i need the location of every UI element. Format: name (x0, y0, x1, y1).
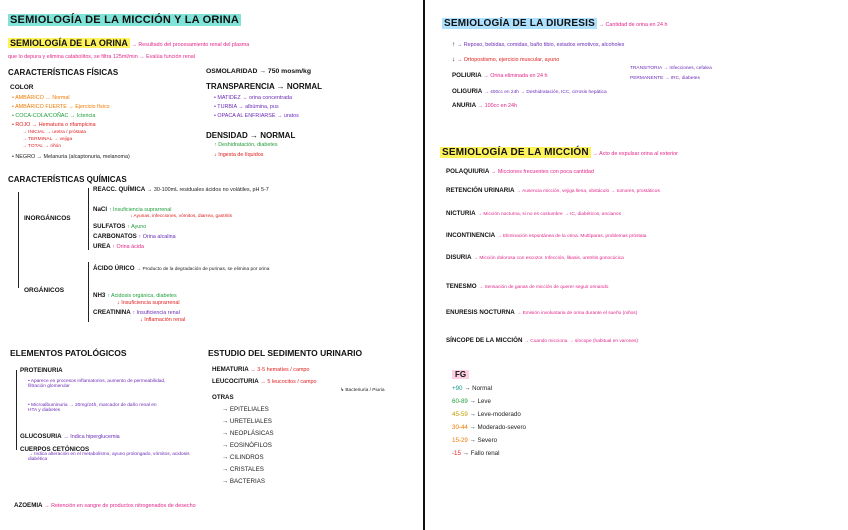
diu-value: → 100cc en 24h (477, 103, 518, 109)
org-value: ↑ Acidosis orgánica, diabetes (107, 293, 177, 299)
inorg-key: REACC. QUÍMICA (93, 186, 146, 193)
fg-key: 15-29 (452, 437, 468, 444)
main-title-text: SEMIOLOGÍA DE LA MICCIÓN Y LA ORINA (10, 14, 240, 26)
diuresis-heading (442, 18, 668, 29)
pat-key: PROTEINURIA (20, 367, 63, 374)
inorg-key: CARBONATOS (93, 233, 137, 240)
fg-value: → Moderado-severo (469, 424, 526, 431)
mic-key: RETENCIÓN URINARIA (446, 187, 515, 194)
otras-item: → NEOPLÁSICAS (222, 430, 274, 437)
otras-item: → EOSINÓFILOS (222, 442, 272, 449)
inorg-key: NaCl (93, 206, 108, 213)
otras-item: → CRISTALES (222, 466, 264, 473)
color-item: → INICIAL → uretra / próstata (22, 130, 87, 135)
mic-value: → Cuando micciona → síncope (habitual en varones) (524, 339, 639, 344)
diu-value: → 400cc en 24h → Deshidratación, ICC, cirrosis hepática (483, 90, 607, 95)
color-item: → TOTAL → riñón (22, 144, 62, 149)
densidad-item: ↑ Deshidratación, diabetes (214, 142, 278, 148)
orina-title: SEMIOLOGÍA DE LA ORINA (10, 38, 128, 48)
transparencia-item: • OPACA AL ENFRIARSE → uratos (214, 113, 299, 119)
sed-key: LEUCOCITURIA (212, 378, 259, 385)
poliuria-side: PERMANENTE → IRC, diabetes (630, 76, 700, 81)
mic-key: TENESMO (446, 283, 477, 290)
main-title (8, 14, 241, 26)
quimicas-brace (18, 192, 19, 288)
mic-key: DISURIA (446, 254, 472, 261)
pat-key: CUERPOS CETÓNICOS (20, 446, 90, 453)
organicos-brace (88, 262, 89, 322)
miccion-heading (440, 147, 678, 158)
inorg-value: ↑ Ayuno (127, 224, 147, 230)
fisicas-title: CARACTERÍSTICAS FÍSICAS (8, 68, 119, 77)
azoemia-value: → Retención en sangre de productos nitrogenados de desecho (44, 503, 196, 509)
diu-key: ↑ (452, 41, 456, 48)
pat-value: • Microalbuminuria → 20mg/24h, marcador de daño renal en HTA y diabetes (28, 403, 157, 413)
color-item: • COCA-COLA/COÑAC → Ictericia (12, 113, 96, 119)
otras-item: → EPITELIALES (222, 406, 269, 413)
color-item: → TERMINAL → vejiga (22, 137, 73, 142)
sed-note: ↳ Bacteriuria / Piuria (340, 388, 385, 393)
mic-value: → Sensación de ganas de micción de querer seguir orinando (478, 285, 609, 290)
orina-definition-2: que lo depura y elimina catabolitos, se filtra 125ml/min → Evalúa función renal (8, 54, 195, 60)
inorganicos-brace (88, 188, 89, 250)
fg-value: → Fallo renal (462, 450, 500, 457)
inorg-value: ↑ Insuficiencia suprarrenal (108, 207, 172, 213)
osmolaridad: OSMOLARIDAD → 750 mosm/kg (206, 68, 311, 75)
fg-value: → Normal (464, 385, 493, 392)
pat-key: GLUCOSURIA (20, 433, 62, 440)
transparencia-item: • MATIDEZ → orina concentrada (214, 95, 293, 101)
color-item: • AMBÁRICO FUERTE → Ejercicio físico (12, 104, 110, 110)
mic-key: POLAQUIURIA (446, 168, 490, 175)
fg-key: +90 (452, 385, 463, 392)
patologicos-title: ELEMENTOS PATOLÓGICOS (10, 348, 127, 358)
inorg-value: → 30-100mL residuales ácidos no volátiles, pH 5-7 (146, 187, 269, 193)
mic-value: → Emisión involuntaria de orina durante el sueño (niños) (516, 311, 638, 316)
org-key: NH3 (93, 292, 106, 299)
sedimento-title: ESTUDIO DEL SEDIMENTO URINARIO (208, 348, 363, 358)
fg-key: 45-59 (452, 411, 468, 418)
diu-key: OLIGURIA (452, 88, 483, 95)
column-divider (423, 0, 425, 530)
sed-value: → 3-5 hematíes / campo (250, 367, 310, 373)
orina-definition-1: → Resultado del procesamiento renal del plasma (131, 42, 250, 48)
diu-key: ↓ (452, 56, 456, 63)
otras-item: → CILINDROS (222, 454, 264, 461)
org-key: CREATININA (93, 309, 131, 316)
sed-value: → 5 leucocitos / campo (260, 379, 317, 385)
fg-key: 60-89 (452, 398, 468, 405)
diu-value: → Orina eliminada en 24 h (483, 73, 548, 79)
mic-key: ENURESIS NOCTURNA (446, 309, 515, 316)
mic-value: → Micción nocturna, si no es costumbre → IC, diabéticos, ancianos (477, 212, 622, 217)
org-value: → Producto de la degradación de purinas, se elimina por orina (136, 267, 270, 272)
mic-key: SÍNCOPE DE LA MICCIÓN (446, 337, 523, 344)
fg-key: -15 (452, 450, 461, 457)
otras-item: → URETELIALES (222, 418, 272, 425)
fg-key: 30-44 (452, 424, 468, 431)
color-label: COLOR (10, 84, 34, 91)
diu-key: POLIURIA (452, 72, 482, 79)
diu-value: → Ortopostismo, ejercicio muscular, ayuno (456, 57, 560, 63)
mic-value: → Micciones frecuentes con poca cantidad (491, 169, 594, 175)
inorg-value: ↑ Orina ácida (112, 244, 145, 250)
inorg-key: UREA (93, 243, 111, 250)
color-item: • ROJO → Hematuria o rifampicina (12, 122, 96, 128)
inorg-value: ↑ Orina alcalina (138, 234, 176, 240)
mic-key: INCONTINENCIA (446, 232, 496, 239)
fg-title: FG (452, 370, 469, 379)
densidad-item: ↓ Ingesta de líquidos (214, 152, 264, 158)
inorg-key: SULFATOS (93, 223, 126, 230)
densidad: DENSIDAD → NORMAL (206, 131, 296, 140)
org-value: ↑ Insuficiencia renal (132, 310, 180, 316)
miccion-title: SEMIOLOGÍA DE LA MICCIÓN (442, 147, 589, 158)
pat-value: • Aparece en procesos inflamatorios, aumento de permeabilidad, filtración glomerular (28, 379, 166, 389)
diu-value: → Reposo, bebidas, comidas, baño tibio, estados emotivos, alcoholes (456, 42, 625, 48)
miccion-definition: → Acto de expulsar orina al exterior (592, 151, 678, 157)
diu-key: ANURIA (452, 102, 477, 109)
org-value: ↓ Insuficiencia suprarrenal (117, 300, 180, 306)
inorganicos-label: INORGÁNICOS (24, 215, 71, 222)
patologicos-brace (16, 370, 17, 450)
diuresis-title: SEMIOLOGÍA DE LA DIURESIS (444, 18, 595, 29)
quimicas-title: CARACTERÍSTICAS QUÍMICAS (8, 175, 127, 184)
mic-key: NICTURIA (446, 210, 476, 217)
sed-key: HEMATURIA (212, 366, 249, 373)
orina-heading (8, 38, 249, 48)
color-item: • AMBÁRICO → Normal (12, 95, 70, 101)
sed-key: OTRAS (212, 394, 234, 401)
color-item: • NEGRO → Melanuria (alcaptonuria, melanoma) (12, 154, 130, 160)
fg-value: → Severo (469, 437, 498, 444)
mic-value: → Eliminación espontánea de la orina. Multíparas, problemas próstata (496, 234, 647, 239)
transparencia: TRANSPARENCIA → NORMAL (206, 82, 322, 91)
pat-value: → Indica hiperglucemia (63, 434, 120, 440)
poliuria-side: TRANSITORIA → Infecciones, cefalea (630, 66, 712, 71)
diuresis-definition: → Cantidad de orina en 24 h (598, 22, 668, 28)
organicos-label: ORGÁNICOS (24, 287, 65, 294)
org-key: ÁCIDO ÚRICO (93, 265, 135, 272)
fg-value: → Leve (469, 398, 491, 405)
inorg-value: ↓ Ayunas, infecciones, vómitos, diarrea, gastritis (130, 214, 233, 219)
mic-value: → Ausencia micción, vejiga llena, obstáculo → tumores, prostáticos (516, 189, 660, 194)
mic-value: → Micción dolorosa con escozor. Infección, litiasis, uretritis gonocócica (473, 256, 624, 261)
azoemia-key: AZOEMIA (14, 502, 43, 509)
pat-value: → Indica alteración en el metabolismo, ayuno prolongado, vómitos, acidosis diabética (28, 452, 190, 462)
org-value: ↓ Inflamación renal (140, 317, 186, 323)
transparencia-item: • TURBIA → albúmina, pus (214, 104, 279, 110)
fg-value: → Leve-moderado (469, 411, 521, 418)
otras-item: → BACTERIAS (222, 478, 265, 485)
